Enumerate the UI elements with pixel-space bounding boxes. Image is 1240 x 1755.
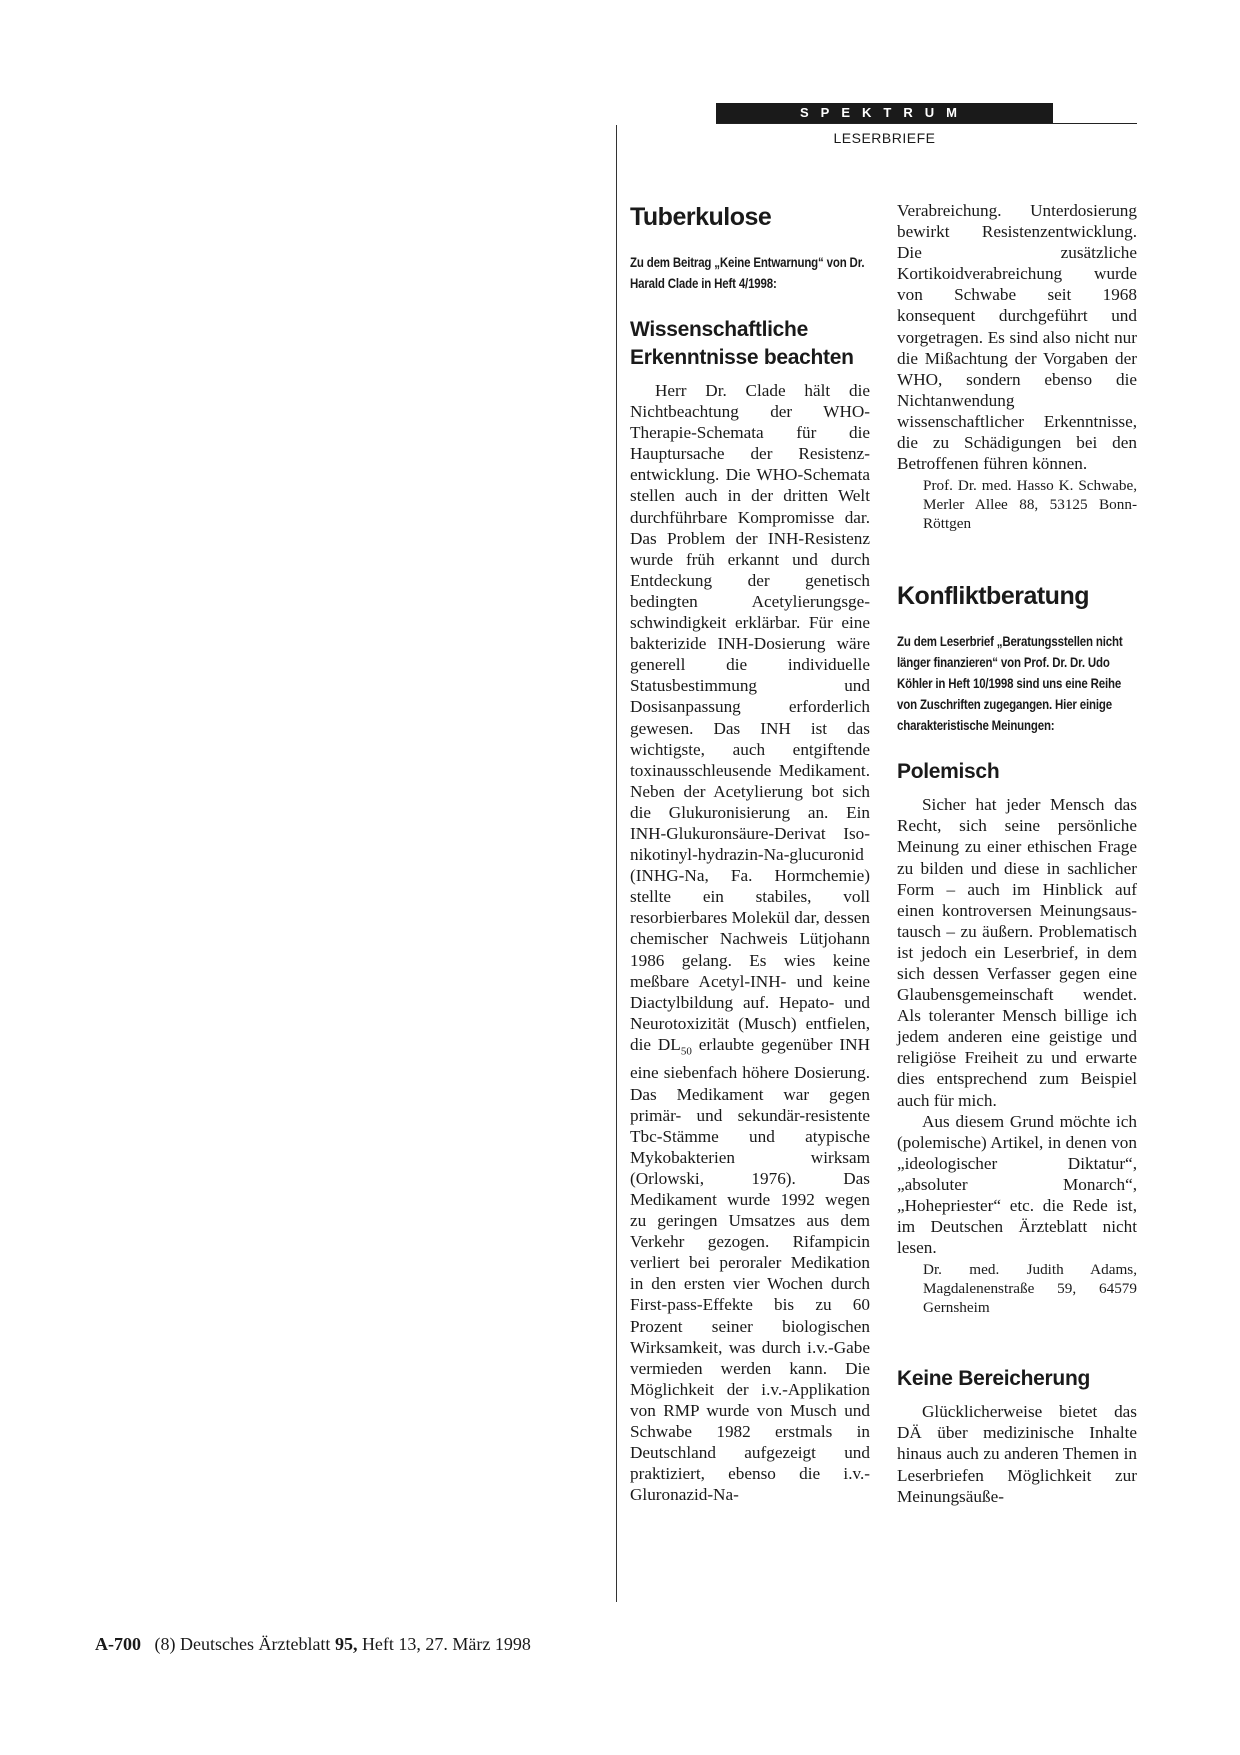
letter-title: Polemisch — [897, 760, 1000, 784]
issue-info: (8) Deutsches Ärzteblatt — [154, 1634, 335, 1654]
column-divider — [616, 125, 617, 1602]
article-intro: Zu dem Leserbrief „Beratungsstellen nicht länger finanzieren“ von Prof. Dr. Dr. Udo Köhler in Heft 10/1998 sind uns eine Reihe von Zuschriften zugegangen. Hier einige charakteristische Meinungen: — [897, 633, 1123, 734]
letter-signature: Dr. med. Judith Adams, Magdalenenstraße 59, 64579 Gernsheim — [923, 1261, 1137, 1317]
article-title-konfliktberatung: Konfliktberatung — [897, 582, 1089, 611]
letter-body: Sicher hat jeder Mensch das Recht, sich seine persönliche Meinung zu einer ethischen Frage zu bilden und diese in sachlicher Form – auch im Hinblick auf einen kontroversen Meinungsaustausch – zu äußern. Problematisch ist jedoch ein Leserbrief, in dem sich dessen Verfasser gegen eine Glaubensgemeinschaft wendet. Als toleranter Mensch billige ich jedem anderen eine geistige und religiöse Freiheit zu und erwarte dies entsprechend zum Beispiel auch für mich. — [897, 795, 1137, 1110]
subscript: 50 — [680, 1045, 692, 1058]
column-left — [630, 200, 870, 1505]
section-banner: SPEKTRUM — [716, 103, 1053, 123]
letter-body: Glücklicherweise bietet das DÄ über medizinische Inhalte hinaus auch zu anderen Themen in Leserbriefen Möglichkeit zur Meinungsäuße- — [897, 1402, 1137, 1506]
subsection-label: LESERBRIEFE — [833, 130, 936, 146]
article-intro: Zu dem Beitrag „Keine Entwarnung“ von Dr. Harald Clade in Heft 4/1998: — [630, 254, 865, 291]
letter-body-text: erlaubte gegenüber INH eine siebenfach höhere Dosierung. Das Medikament war gegen primär- und sekundär-resistente Tbc-Stämme und atypische Mykobakterien wirksam (Orlowski, 1976). Das Medikament wurde 1992 wegen zu geringen Umsatzes aus dem Verkehr gezogen. Rifampicin verliert bei peroraler Medikation in den ersten vier Wochen durch First-pass-Effekte bis zu 60 Prozent seiner biologischen Wirksamkeit, was durch i.v.-Gabe vermieden werden kann. Die Möglichkeit der i.v.-Applikation von RMP wurde von Musch und Schwabe 1982 erstmals in Deutschland aufgezeigt und praktiziert, ebenso die i.v.-Gluronazid-Na- — [630, 1034, 870, 1505]
page-footer — [95, 1634, 531, 1655]
letter-body — [630, 380, 870, 1505]
letter-title-line: Erkenntnisse beachten — [630, 346, 854, 369]
letter-body: Aus diesem Grund möchte ich (polemische) Artikel, in denen von „ideologischer Diktatur“, „absoluter Monarch“, „Hohepriester“ etc. die Rede ist, im Deutschen Ärzteblatt nicht lesen. — [897, 1111, 1137, 1258]
issue-info-suffix: Heft 13, 27. März 1998 — [357, 1634, 531, 1654]
letter-signature: Prof. Dr. med. Hasso K. Schwabe, Merler Allee 88, 53125 Bonn-Röttgen — [923, 477, 1137, 533]
volume-number: 95, — [334, 1634, 358, 1654]
letter-title: Keine Bereicherung — [897, 1367, 1090, 1391]
column-right — [897, 200, 1137, 1507]
header-rule — [716, 123, 1137, 124]
letter-body-continued: Verabreichung. Unterdosierung bewirkt Resistenzentwicklung. Die zusätzliche Kortikoidverabreichung wurde von Schwabe seit 1968 konsequent durchgeführt und vorgetragen. Es sind also nicht nur die Mißachtung der Vorgaben der WHO, sondern ebenso die Nichtanwendung wissenschaftlicher Erkenntnisse, die zu Schädigungen bei den Betroffenen führen können. — [897, 201, 1137, 474]
letter-title-line: Wissenschaftliche — [630, 318, 808, 341]
letter-body-text: Herr Dr. Clade hält die Nichtbeachtung der WHO-Therapie-Schemata für die Hauptursache der Resistenzentwicklung. Die WHO-Schemata stellen auch in der dritten Welt durchführbare Kompromisse dar. Das Problem der INH-Resistenz wurde früh erkannt und durch Entdeckung der genetisch bedingten Acetylierungsgeschwindigkeit erklärbar. Für eine bakterizide INH-Dosierung wäre generell die individuelle Statusbestimmung und Dosisanpassung erforderlich gewesen. Das INH ist das wichtigste, auch entgiftende toxinausschleusende Medikament. Neben der Acetylierung bot sich die Glukuronisierung an. Ein INH-Glukuronsäure-Derivat Iso-nikotinyl-hydrazin-Na-glucuronid (INHG-Na, Fa. Hormchemie) stellte ein stabiles, voll resorbierbares Molekül dar, dessen chemischer Nachweis Lütjohann 1986 gelang. Es wies keine meßbare Acetyl-INH- und keine Diactylbildung auf. Hepato- und Neurotoxizität (Musch) entfielen, die DL — [630, 381, 870, 1054]
letter-title — [630, 316, 870, 372]
page-number: A-700 — [95, 1634, 141, 1654]
article-title-tuberkulose: Tuberkulose — [630, 203, 772, 231]
